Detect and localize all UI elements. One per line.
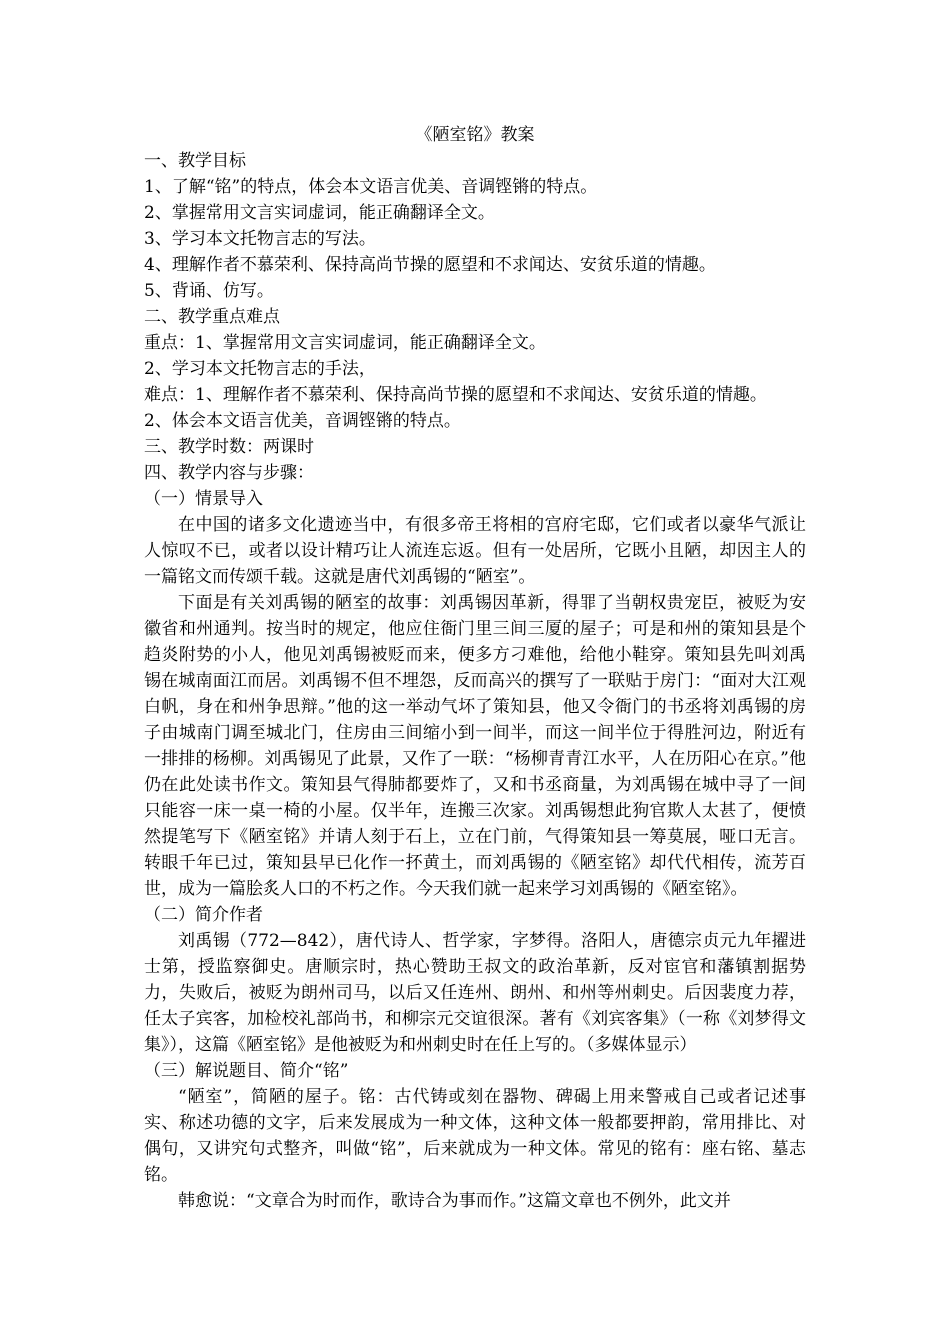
goal-item-4: 4、理解作者不慕荣利、保持高尚节操的愿望和不求闻达、安贫乐道的情趣。 bbox=[144, 255, 716, 275]
document-page bbox=[144, 122, 806, 1214]
subheading-intro: （一）情景导入 bbox=[144, 489, 263, 509]
goal-item-5: 5、背诵、仿写。 bbox=[144, 281, 274, 301]
difficult-point-2: 2、体会本文语言优美，音调铿锵的特点。 bbox=[144, 411, 461, 431]
subheading-title: （三）解说题目、简介“铭” bbox=[144, 1061, 349, 1081]
section-heading-goals: 一、教学目标 bbox=[144, 151, 246, 171]
subheading-author: （二）简介作者 bbox=[144, 905, 263, 925]
goal-item-3: 3、学习本文托物言志的写法。 bbox=[144, 229, 376, 249]
key-point-2: 2、学习本文托物言志的手法， bbox=[144, 359, 376, 379]
section-heading-steps: 四、教学内容与步骤： bbox=[144, 463, 314, 483]
paragraph-story: 下面是有关刘禹锡的陋室的故事：刘禹锡因革新，得罪了当朝权贵宠臣，被贬为安徽省和州通判。按当时的规定，他应住衙门里三间三厦的屋子；可是和州的策知县是个趋炎附势的小人，他见刘禹锡被贬而来，便多方刁难他，给他小鞋穿。策知县先叫刘禹锡在城南面江而居。刘禹锡不但不埋怨，反而高兴的撰写了一联贴于房门：“面对大江观白帆，身在和州争思辩。”他的这一举动气坏了策知县，他又令衙门的书丞将刘禹锡的房子由城南门调至城北门，住房由三间缩小到一间半，而这一间半位于得胜河边，附近有一排排的杨柳。刘禹锡见了此景，又作了一联：“杨柳青青江水平，人在历阳心在京。”他仍在此处读书作文。策知县气得肺都要炸了，又和书丞商量，为刘禹锡在城中寻了一间只能容一床一桌一椅的小屋。仅半年，连搬三次家。刘禹锡想此狗官欺人太甚了，便愤然提笔写下《陋室铭》并请人刻于石上，立在门前，气得策知县一筹莫展，哑口无言。转眼千年已过，策知县早已化作一抔黄土，而刘禹锡的《陋室铭》却代代相传，流芳百世，成为一篇脍炙人口的不朽之作。今天我们就一起来学习刘禹锡的《陋室铭》。 bbox=[144, 593, 806, 899]
paragraph-han-yu: 韩愈说：“文章合为时而作，歌诗合为事而作。”这篇文章也不例外，此文并 bbox=[178, 1191, 731, 1211]
paragraph-intro: 在中国的诸多文化遗迹当中，有很多帝王将相的宫府宅邸，它们或者以豪华气派让人惊叹不已，或者以设计精巧让人流连忘返。但有一处居所，它既小且陋，却因主人的一篇铭文而传颂千载。这就是唐代刘禹锡的“陋室”。 bbox=[144, 515, 806, 587]
section-heading-key-points: 二、教学重点难点 bbox=[144, 307, 280, 327]
section-heading-hours: 三、教学时数：两课时 bbox=[144, 437, 314, 457]
document-title: 《陋室铭》教案 bbox=[415, 125, 535, 145]
paragraph-ming: “陋室”，简陋的屋子。铭：古代铸或刻在器物、碑碣上用来警戒自己或者记述事实、称述功德的文字，后来发展成为一种文体，这种文体一般都要押韵，常用排比、对偶句，又讲究句式整齐，叫做“铭”，后来就成为一种文体。常见的铭有：座右铭、墓志铭。 bbox=[144, 1087, 806, 1185]
paragraph-author: 刘禹锡（772—842），唐代诗人、哲学家，字梦得。洛阳人，唐德宗贞元九年擢进士第，授监察御史。唐顺宗时，热心赞助王叔文的政治革新，反对宦官和藩镇割据势力，失败后，被贬为朗州司马，以后又任连州、朗州、和州等州刺史。后因裴度力荐，任太子宾客，加检校礼部尚书，和柳宗元交谊很深。著有《刘宾客集》（一称《刘梦得文集》），这篇《陋室铭》是他被贬为和州刺史时在任上写的。（多媒体显示） bbox=[144, 931, 806, 1055]
goal-item-2: 2、掌握常用文言实词虚词，能正确翻译全文。 bbox=[144, 203, 495, 223]
key-point-1: 重点：1、掌握常用文言实词虚词，能正确翻译全文。 bbox=[144, 333, 546, 353]
difficult-point-1: 难点：1、理解作者不慕荣利、保持高尚节操的愿望和不求闻达、安贫乐道的情趣。 bbox=[144, 385, 767, 405]
goal-item-1: 1、了解“铭”的特点，体会本文语言优美、音调铿锵的特点。 bbox=[144, 177, 598, 197]
